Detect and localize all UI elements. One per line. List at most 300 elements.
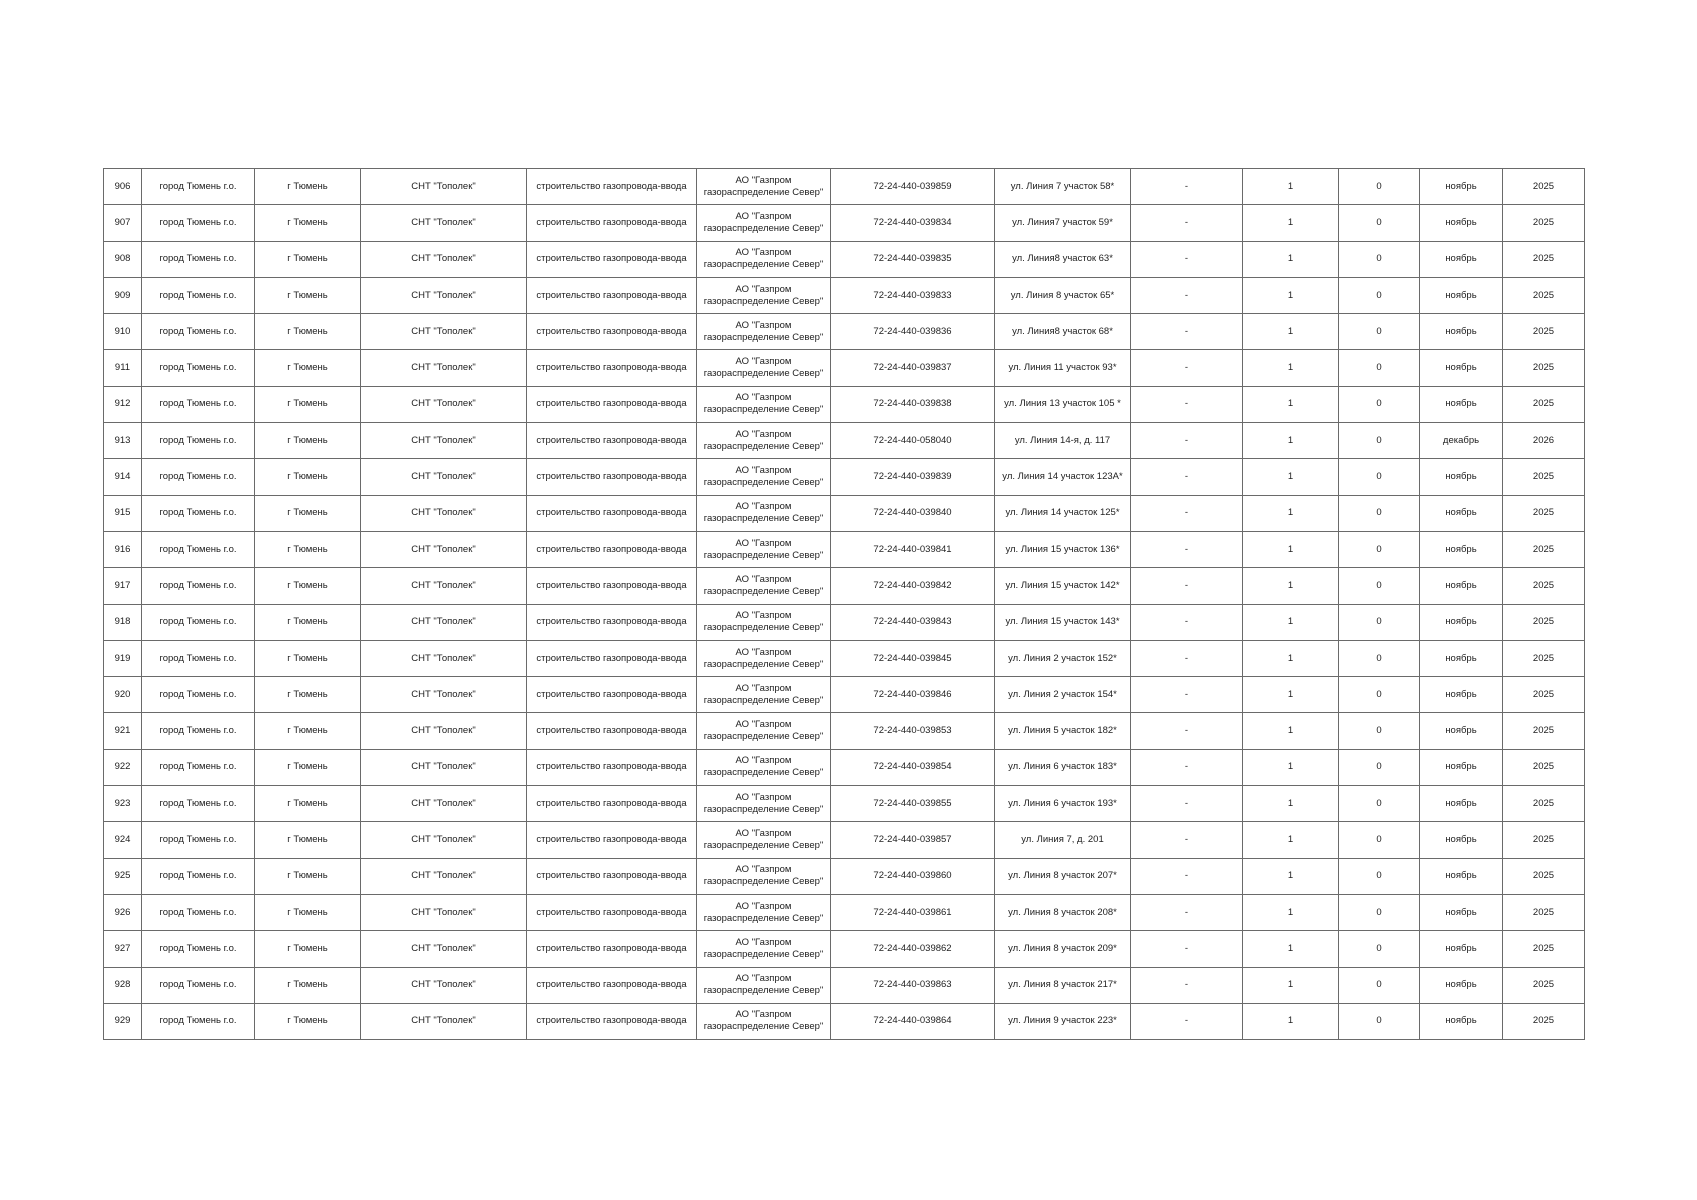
table-row [104,858,1585,894]
quantity-cell: 1 [1243,677,1339,713]
city-cell: г Тюмень [255,277,361,313]
address-cell: ул. Линия 5 участок 182* [995,713,1131,749]
city-cell: г Тюмень [255,495,361,531]
cadastral-number-cell: 72-24-440-039863 [831,967,995,1003]
zero-value-cell: 0 [1339,640,1420,676]
city-cell: г Тюмень [255,568,361,604]
month-cell: ноябрь [1420,858,1503,894]
organization-cell: АО "Газпром газораспределение Север" [697,459,831,495]
municipality-cell: город Тюмень г.о. [142,967,255,1003]
table-row [104,967,1585,1003]
cadastral-number-cell: 72-24-440-039857 [831,822,995,858]
municipality-cell: город Тюмень г.о. [142,350,255,386]
year-cell: 2025 [1503,677,1585,713]
quantity-cell: 1 [1243,205,1339,241]
address-cell: ул. Линия 8 участок 208* [995,894,1131,930]
table-row [104,277,1585,313]
municipality-cell: город Тюмень г.о. [142,749,255,785]
cadastral-number-cell: 72-24-440-039833 [831,277,995,313]
dash-cell: - [1131,749,1243,785]
address-cell: ул. Линия 14-я, д. 117 [995,423,1131,459]
month-cell: ноябрь [1420,1003,1503,1039]
municipality-cell: город Тюмень г.о. [142,894,255,930]
zero-value-cell: 0 [1339,822,1420,858]
quantity-cell: 1 [1243,169,1339,205]
address-cell: ул. Линия 14 участок 125* [995,495,1131,531]
organization-cell: АО "Газпром газораспределение Север" [697,386,831,422]
address-cell: ул. Линия 15 участок 142* [995,568,1131,604]
month-cell: ноябрь [1420,495,1503,531]
settlement-cell: СНТ "Тополек" [361,713,527,749]
work-type-cell: строительство газопровода-ввода [527,205,697,241]
settlement-cell: СНТ "Тополек" [361,749,527,785]
organization-cell: АО "Газпром газораспределение Север" [697,531,831,567]
dash-cell: - [1131,894,1243,930]
dash-cell: - [1131,786,1243,822]
year-cell: 2025 [1503,350,1585,386]
row-number-cell: 913 [104,423,142,459]
settlement-cell: СНТ "Тополек" [361,786,527,822]
city-cell: г Тюмень [255,894,361,930]
city-cell: г Тюмень [255,314,361,350]
city-cell: г Тюмень [255,386,361,422]
municipality-cell: город Тюмень г.о. [142,277,255,313]
city-cell: г Тюмень [255,749,361,785]
city-cell: г Тюмень [255,640,361,676]
organization-cell: АО "Газпром газораспределение Север" [697,713,831,749]
year-cell: 2025 [1503,1003,1585,1039]
dash-cell: - [1131,858,1243,894]
year-cell: 2025 [1503,568,1585,604]
cadastral-number-cell: 72-24-440-058040 [831,423,995,459]
settlement-cell: СНТ "Тополек" [361,931,527,967]
zero-value-cell: 0 [1339,1003,1420,1039]
table-row [104,713,1585,749]
month-cell: ноябрь [1420,786,1503,822]
cadastral-number-cell: 72-24-440-039845 [831,640,995,676]
municipality-cell: город Тюмень г.о. [142,786,255,822]
month-cell: ноябрь [1420,967,1503,1003]
row-number-cell: 908 [104,241,142,277]
month-cell: ноябрь [1420,205,1503,241]
year-cell: 2025 [1503,205,1585,241]
zero-value-cell: 0 [1339,314,1420,350]
cadastral-number-cell: 72-24-440-039853 [831,713,995,749]
zero-value-cell: 0 [1339,531,1420,567]
row-number-cell: 910 [104,314,142,350]
address-cell: ул. Линия 8 участок 209* [995,931,1131,967]
work-type-cell: строительство газопровода-ввода [527,350,697,386]
municipality-cell: город Тюмень г.о. [142,604,255,640]
work-type-cell: строительство газопровода-ввода [527,604,697,640]
work-type-cell: строительство газопровода-ввода [527,967,697,1003]
city-cell: г Тюмень [255,967,361,1003]
work-type-cell: строительство газопровода-ввода [527,677,697,713]
organization-cell: АО "Газпром газораспределение Север" [697,786,831,822]
settlement-cell: СНТ "Тополек" [361,677,527,713]
dash-cell: - [1131,386,1243,422]
month-cell: ноябрь [1420,640,1503,676]
month-cell: ноябрь [1420,604,1503,640]
row-number-cell: 914 [104,459,142,495]
settlement-cell: СНТ "Тополек" [361,1003,527,1039]
year-cell: 2025 [1503,386,1585,422]
municipality-cell: город Тюмень г.о. [142,640,255,676]
row-number-cell: 928 [104,967,142,1003]
quantity-cell: 1 [1243,423,1339,459]
table-body [104,169,1585,1040]
year-cell: 2025 [1503,604,1585,640]
quantity-cell: 1 [1243,277,1339,313]
table-row [104,241,1585,277]
table-row [104,350,1585,386]
zero-value-cell: 0 [1339,858,1420,894]
cadastral-number-cell: 72-24-440-039839 [831,459,995,495]
cadastral-number-cell: 72-24-440-039838 [831,386,995,422]
settlement-cell: СНТ "Тополек" [361,423,527,459]
table-row [104,423,1585,459]
city-cell: г Тюмень [255,241,361,277]
dash-cell: - [1131,277,1243,313]
cadastral-number-cell: 72-24-440-039855 [831,786,995,822]
quantity-cell: 1 [1243,858,1339,894]
dash-cell: - [1131,822,1243,858]
table-row [104,786,1585,822]
year-cell: 2025 [1503,749,1585,785]
table-row [104,749,1585,785]
table-row [104,568,1585,604]
row-number-cell: 917 [104,568,142,604]
dash-cell: - [1131,531,1243,567]
settlement-cell: СНТ "Тополек" [361,314,527,350]
table-row [104,314,1585,350]
organization-cell: АО "Газпром газораспределение Север" [697,894,831,930]
table-row [104,495,1585,531]
work-type-cell: строительство газопровода-ввода [527,459,697,495]
month-cell: ноябрь [1420,568,1503,604]
year-cell: 2026 [1503,423,1585,459]
table-row [104,931,1585,967]
row-number-cell: 920 [104,677,142,713]
work-type-cell: строительство газопровода-ввода [527,314,697,350]
zero-value-cell: 0 [1339,749,1420,785]
dash-cell: - [1131,604,1243,640]
dash-cell: - [1131,459,1243,495]
table-row [104,640,1585,676]
municipality-cell: город Тюмень г.о. [142,423,255,459]
year-cell: 2025 [1503,822,1585,858]
city-cell: г Тюмень [255,931,361,967]
month-cell: ноябрь [1420,241,1503,277]
address-cell: ул. Линия 6 участок 183* [995,749,1131,785]
row-number-cell: 916 [104,531,142,567]
year-cell: 2025 [1503,894,1585,930]
month-cell: ноябрь [1420,894,1503,930]
cadastral-number-cell: 72-24-440-039861 [831,894,995,930]
row-number-cell: 926 [104,894,142,930]
row-number-cell: 919 [104,640,142,676]
year-cell: 2025 [1503,713,1585,749]
work-type-cell: строительство газопровода-ввода [527,1003,697,1039]
cadastral-number-cell: 72-24-440-039860 [831,858,995,894]
municipality-cell: город Тюмень г.о. [142,822,255,858]
month-cell: ноябрь [1420,386,1503,422]
settlement-cell: СНТ "Тополек" [361,822,527,858]
address-cell: ул. Линия 8 участок 65* [995,277,1131,313]
dash-cell: - [1131,314,1243,350]
dash-cell: - [1131,713,1243,749]
quantity-cell: 1 [1243,967,1339,1003]
city-cell: г Тюмень [255,713,361,749]
cadastral-number-cell: 72-24-440-039835 [831,241,995,277]
zero-value-cell: 0 [1339,495,1420,531]
month-cell: ноябрь [1420,677,1503,713]
dash-cell: - [1131,677,1243,713]
municipality-cell: город Тюмень г.о. [142,205,255,241]
settlement-cell: СНТ "Тополек" [361,205,527,241]
address-cell: ул. Линия 14 участок 123А* [995,459,1131,495]
year-cell: 2025 [1503,314,1585,350]
organization-cell: АО "Газпром газораспределение Север" [697,749,831,785]
zero-value-cell: 0 [1339,459,1420,495]
municipality-cell: город Тюмень г.о. [142,531,255,567]
dash-cell: - [1131,640,1243,676]
quantity-cell: 1 [1243,749,1339,785]
work-type-cell: строительство газопровода-ввода [527,858,697,894]
month-cell: ноябрь [1420,749,1503,785]
zero-value-cell: 0 [1339,677,1420,713]
table-row [104,169,1585,205]
year-cell: 2025 [1503,495,1585,531]
quantity-cell: 1 [1243,604,1339,640]
zero-value-cell: 0 [1339,967,1420,1003]
dash-cell: - [1131,568,1243,604]
address-cell: ул. Линия 8 участок 217* [995,967,1131,1003]
address-cell: ул. Линия 2 участок 154* [995,677,1131,713]
month-cell: ноябрь [1420,314,1503,350]
year-cell: 2025 [1503,169,1585,205]
city-cell: г Тюмень [255,822,361,858]
table-row [104,205,1585,241]
settlement-cell: СНТ "Тополек" [361,459,527,495]
table-row [104,531,1585,567]
month-cell: ноябрь [1420,169,1503,205]
work-type-cell: строительство газопровода-ввода [527,241,697,277]
zero-value-cell: 0 [1339,931,1420,967]
row-number-cell: 927 [104,931,142,967]
table-row [104,459,1585,495]
city-cell: г Тюмень [255,1003,361,1039]
cadastral-number-cell: 72-24-440-039840 [831,495,995,531]
settlement-cell: СНТ "Тополек" [361,386,527,422]
settlement-cell: СНТ "Тополек" [361,169,527,205]
organization-cell: АО "Газпром газораспределение Север" [697,241,831,277]
organization-cell: АО "Газпром газораспределение Север" [697,677,831,713]
quantity-cell: 1 [1243,350,1339,386]
address-cell: ул. Линия7 участок 59* [995,205,1131,241]
cadastral-number-cell: 72-24-440-039864 [831,1003,995,1039]
cadastral-number-cell: 72-24-440-039834 [831,205,995,241]
zero-value-cell: 0 [1339,713,1420,749]
municipality-cell: город Тюмень г.о. [142,931,255,967]
dash-cell: - [1131,169,1243,205]
address-cell: ул. Линия 9 участок 223* [995,1003,1131,1039]
month-cell: ноябрь [1420,459,1503,495]
organization-cell: АО "Газпром газораспределение Север" [697,640,831,676]
dash-cell: - [1131,1003,1243,1039]
zero-value-cell: 0 [1339,386,1420,422]
settlement-cell: СНТ "Тополек" [361,894,527,930]
municipality-cell: город Тюмень г.о. [142,314,255,350]
address-cell: ул. Линия 11 участок 93* [995,350,1131,386]
municipality-cell: город Тюмень г.о. [142,713,255,749]
month-cell: ноябрь [1420,713,1503,749]
work-type-cell: строительство газопровода-ввода [527,423,697,459]
row-number-cell: 922 [104,749,142,785]
organization-cell: АО "Газпром газораспределение Север" [697,205,831,241]
cadastral-number-cell: 72-24-440-039841 [831,531,995,567]
address-cell: ул. Линия 13 участок 105 * [995,386,1131,422]
settlement-cell: СНТ "Тополек" [361,277,527,313]
year-cell: 2025 [1503,241,1585,277]
quantity-cell: 1 [1243,495,1339,531]
settlement-cell: СНТ "Тополек" [361,640,527,676]
work-type-cell: строительство газопровода-ввода [527,931,697,967]
work-type-cell: строительство газопровода-ввода [527,386,697,422]
year-cell: 2025 [1503,967,1585,1003]
cadastral-number-cell: 72-24-440-039842 [831,568,995,604]
row-number-cell: 912 [104,386,142,422]
row-number-cell: 918 [104,604,142,640]
row-number-cell: 907 [104,205,142,241]
address-cell: ул. Линия 7, д. 201 [995,822,1131,858]
municipality-cell: город Тюмень г.о. [142,386,255,422]
year-cell: 2025 [1503,931,1585,967]
municipality-cell: город Тюмень г.о. [142,241,255,277]
year-cell: 2025 [1503,459,1585,495]
year-cell: 2025 [1503,531,1585,567]
city-cell: г Тюмень [255,531,361,567]
table-row [104,386,1585,422]
dash-cell: - [1131,423,1243,459]
month-cell: ноябрь [1420,822,1503,858]
zero-value-cell: 0 [1339,423,1420,459]
dash-cell: - [1131,350,1243,386]
dash-cell: - [1131,205,1243,241]
row-number-cell: 923 [104,786,142,822]
work-type-cell: строительство газопровода-ввода [527,786,697,822]
zero-value-cell: 0 [1339,277,1420,313]
row-number-cell: 911 [104,350,142,386]
organization-cell: АО "Газпром газораспределение Север" [697,822,831,858]
work-type-cell: строительство газопровода-ввода [527,894,697,930]
address-cell: ул. Линия 15 участок 143* [995,604,1131,640]
organization-cell: АО "Газпром газораспределение Север" [697,1003,831,1039]
settlement-cell: СНТ "Тополек" [361,495,527,531]
organization-cell: АО "Газпром газораспределение Север" [697,277,831,313]
row-number-cell: 924 [104,822,142,858]
row-number-cell: 929 [104,1003,142,1039]
cadastral-number-cell: 72-24-440-039843 [831,604,995,640]
work-type-cell: строительство газопровода-ввода [527,531,697,567]
organization-cell: АО "Газпром газораспределение Север" [697,967,831,1003]
dash-cell: - [1131,495,1243,531]
settlement-cell: СНТ "Тополек" [361,858,527,894]
city-cell: г Тюмень [255,205,361,241]
quantity-cell: 1 [1243,459,1339,495]
quantity-cell: 1 [1243,241,1339,277]
organization-cell: АО "Газпром газораспределение Север" [697,604,831,640]
work-type-cell: строительство газопровода-ввода [527,713,697,749]
table-row [104,677,1585,713]
organization-cell: АО "Газпром газораспределение Север" [697,423,831,459]
address-cell: ул. Линия 7 участок 58* [995,169,1131,205]
quantity-cell: 1 [1243,1003,1339,1039]
table-row [104,604,1585,640]
year-cell: 2025 [1503,858,1585,894]
data-table [103,168,1585,1040]
month-cell: ноябрь [1420,531,1503,567]
organization-cell: АО "Газпром газораспределение Север" [697,169,831,205]
row-number-cell: 909 [104,277,142,313]
municipality-cell: город Тюмень г.о. [142,459,255,495]
dash-cell: - [1131,967,1243,1003]
organization-cell: АО "Газпром газораспределение Север" [697,314,831,350]
quantity-cell: 1 [1243,386,1339,422]
month-cell: ноябрь [1420,931,1503,967]
row-number-cell: 915 [104,495,142,531]
cadastral-number-cell: 72-24-440-039862 [831,931,995,967]
settlement-cell: СНТ "Тополек" [361,568,527,604]
year-cell: 2025 [1503,640,1585,676]
work-type-cell: строительство газопровода-ввода [527,568,697,604]
settlement-cell: СНТ "Тополек" [361,350,527,386]
work-type-cell: строительство газопровода-ввода [527,749,697,785]
address-cell: ул. Линия 8 участок 207* [995,858,1131,894]
table-row [104,894,1585,930]
quantity-cell: 1 [1243,822,1339,858]
organization-cell: АО "Газпром газораспределение Север" [697,931,831,967]
quantity-cell: 1 [1243,713,1339,749]
month-cell: декабрь [1420,423,1503,459]
work-type-cell: строительство газопровода-ввода [527,822,697,858]
quantity-cell: 1 [1243,894,1339,930]
settlement-cell: СНТ "Тополек" [361,241,527,277]
year-cell: 2025 [1503,786,1585,822]
municipality-cell: город Тюмень г.о. [142,677,255,713]
city-cell: г Тюмень [255,858,361,894]
zero-value-cell: 0 [1339,350,1420,386]
municipality-cell: город Тюмень г.о. [142,169,255,205]
settlement-cell: СНТ "Тополек" [361,531,527,567]
city-cell: г Тюмень [255,423,361,459]
quantity-cell: 1 [1243,531,1339,567]
settlement-cell: СНТ "Тополек" [361,967,527,1003]
quantity-cell: 1 [1243,786,1339,822]
quantity-cell: 1 [1243,314,1339,350]
work-type-cell: строительство газопровода-ввода [527,640,697,676]
zero-value-cell: 0 [1339,169,1420,205]
municipality-cell: город Тюмень г.о. [142,858,255,894]
zero-value-cell: 0 [1339,241,1420,277]
month-cell: ноябрь [1420,350,1503,386]
table-row [104,822,1585,858]
municipality-cell: город Тюмень г.о. [142,495,255,531]
zero-value-cell: 0 [1339,894,1420,930]
municipality-cell: город Тюмень г.о. [142,1003,255,1039]
address-cell: ул. Линия 6 участок 193* [995,786,1131,822]
city-cell: г Тюмень [255,786,361,822]
